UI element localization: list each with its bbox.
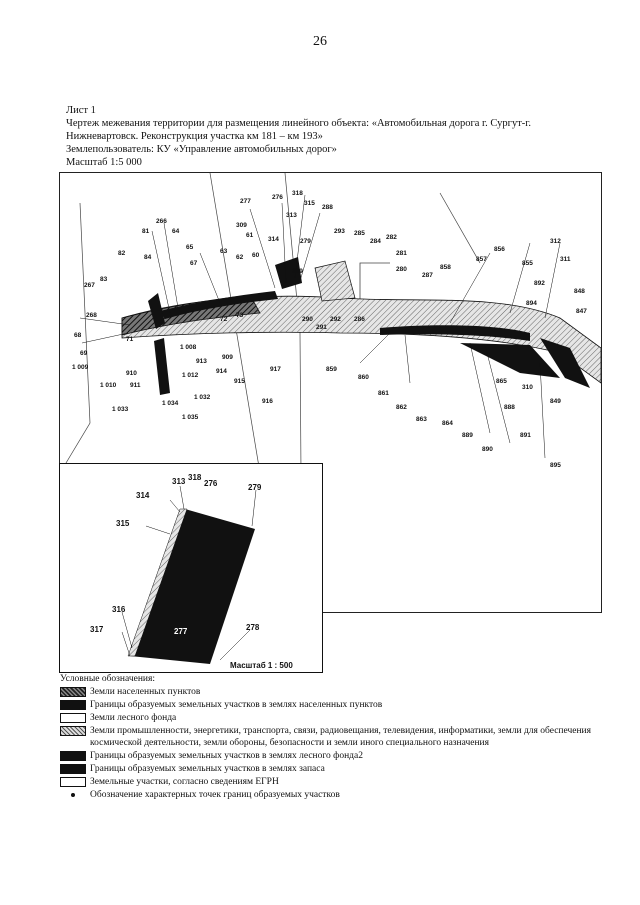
point-label: 315 [304,200,315,207]
point-label: 83 [100,276,108,283]
boundary-line [440,193,480,263]
point-label: 917 [270,366,281,373]
point-label: 268 [86,312,97,319]
legend-text: Границы образуемых земельных участков в землях лесного фонда2 [90,751,363,761]
point-label: 861 [378,390,389,397]
point-label: 311 [560,256,571,263]
point-label: 859 [326,366,337,373]
point-label: 318 [292,190,303,197]
legend-text: Обозначение характерных точек границ образуемых участков [90,790,340,800]
point-marker-icon [60,790,86,800]
legend-text: Границы образуемых земельных участков в землях населенных пунктов [90,700,383,710]
scale-text: Масштаб 1:5 000 [66,157,142,168]
point-label: 280 [396,266,407,273]
point-label: 286 [354,316,365,323]
point-label: 73 [236,312,244,319]
inset-svg [60,464,322,672]
point-label: 863 [416,416,427,423]
point-label: 1 032 [194,394,211,401]
point-label: 62 [236,254,244,261]
legend-item [60,750,620,762]
inset-point-label: 315 [116,519,130,528]
swatch-black [60,700,86,710]
point-label: 915 [234,378,245,385]
legend [60,673,620,802]
point-label: 856 [494,246,505,253]
point-label: 1 034 [162,400,179,407]
point-label: 862 [396,404,407,411]
point-label: 860 [358,374,369,381]
point-label: 916 [262,398,273,405]
legend-item [60,776,620,788]
point-label: 313 [286,212,297,219]
point-label: 1 010 [100,382,117,389]
point-label: 849 [550,398,561,405]
legend-item [60,699,620,711]
point-label: 71 [126,336,134,343]
legend-item [60,712,620,724]
legend-text: Границы образуемых земельных участков в землях запаса [90,764,325,774]
point-label: 910 [126,370,137,377]
point-label: 312 [550,238,561,245]
point-label: 848 [574,288,585,295]
point-label: 889 [462,432,473,439]
inset-parcel [130,509,255,664]
page-number: 26 [313,34,327,49]
point-label: 61 [246,232,254,239]
point-label: 1 035 [182,414,199,421]
point-label: 276 [272,194,283,201]
swatch-white [60,777,86,787]
point-label: 888 [504,404,515,411]
point-label: 82 [118,250,126,257]
point-label: 289 [292,268,303,275]
legend-item [60,686,620,698]
legend-text: Земли населенных пунктов [90,687,201,697]
legend-text: Земли лесного фонда [90,713,177,723]
point-label: 314 [268,236,279,243]
point-label: 292 [330,316,341,323]
point-label: 284 [370,238,381,245]
point-label: 293 [334,228,345,235]
point-label: 857 [476,256,487,263]
inset-point-label: 314 [136,491,150,500]
swatch-white [60,713,86,723]
swatch-hatch-dark [60,687,86,697]
point-label: 65 [186,244,194,251]
swatch-black [60,764,86,774]
point-label: 911 [130,382,141,389]
point-label: 290 [302,316,313,323]
inset-point-label: 318 [188,473,202,482]
point-label: 847 [576,308,587,315]
point-label: 309 [236,222,247,229]
swatch-hatch-light [60,726,86,736]
legend-text: Земельные участки, согласно сведениям ЕГРН [90,777,279,787]
title-line-2: Нижневартовск. Реконструкция участка км 181 – км 193» [66,131,323,142]
inset-map [59,463,323,673]
swatch-black [60,751,86,761]
point-label: 69 [80,350,88,357]
legend-title: Условные обозначения: [60,674,156,684]
point-label: 310 [522,384,533,391]
legend-text: Земли промышленности, энергетики, транспорта, связи, радиовещания, телевидения, информатики, земли для обеспечения космической деятельности, земли обороны, безопасности и земли иного специального назначения [90,726,592,748]
point-label: 266 [156,218,167,225]
inset-point-label: 313 [172,477,186,486]
point-label: 909 [222,354,233,361]
point-label: 1 033 [112,406,129,413]
point-label: 914 [216,368,227,375]
point-label: 72 [220,316,228,323]
point-label: 288 [322,204,333,211]
point-label: 892 [534,280,545,287]
point-label: 855 [522,260,533,267]
inset-point-label: 317 [90,625,104,634]
inset-parcel-label: 277 [174,627,188,636]
industrial-land [315,261,355,301]
point-label: 864 [442,420,453,427]
inset-scale: Масштаб 1 : 500 [230,661,293,670]
inset-point-label: 276 [204,479,218,488]
point-label: 865 [496,378,507,385]
sheet-label: Лист 1 [66,105,96,116]
point-label: 267 [84,282,95,289]
parcel-black [154,338,170,395]
legend-item [60,763,620,775]
inset-point-label: 316 [112,605,126,614]
legend-item [60,789,620,801]
point-label: 890 [482,446,493,453]
point-label: 279 [300,238,311,245]
point-label: 1 008 [180,344,197,351]
point-label: 81 [142,228,150,235]
point-label: 894 [526,300,537,307]
point-label: 282 [386,234,397,241]
land-user: Землепользователь: КУ «Управление автомобильных дорог» [66,144,337,155]
point-label: 1 012 [182,372,199,379]
point-label: 285 [354,230,365,237]
point-label: 895 [550,462,561,469]
point-label: 287 [422,272,433,279]
point-label: 858 [440,264,451,271]
point-label: 913 [196,358,207,365]
point-label: 68 [74,332,82,339]
point-label: 60 [252,252,260,259]
point-label: 277 [240,198,251,205]
sheet-header [66,104,586,169]
point-label: 64 [172,228,180,235]
point-label: 291 [316,324,327,331]
point-label: 281 [396,250,407,257]
point-label: 84 [144,254,152,261]
point-label: 1 009 [72,364,89,371]
inset-point-label: 278 [246,623,260,632]
inset-point-label: 279 [248,483,262,492]
title-line-1: Чертеж межевания территории для размещения линейного объекта: «Автомобильная дорога г. Сургут-г. [66,118,532,129]
legend-item [60,725,620,749]
point-label: 891 [520,432,531,439]
point-label: 63 [220,248,228,255]
point-label: 67 [190,260,198,267]
